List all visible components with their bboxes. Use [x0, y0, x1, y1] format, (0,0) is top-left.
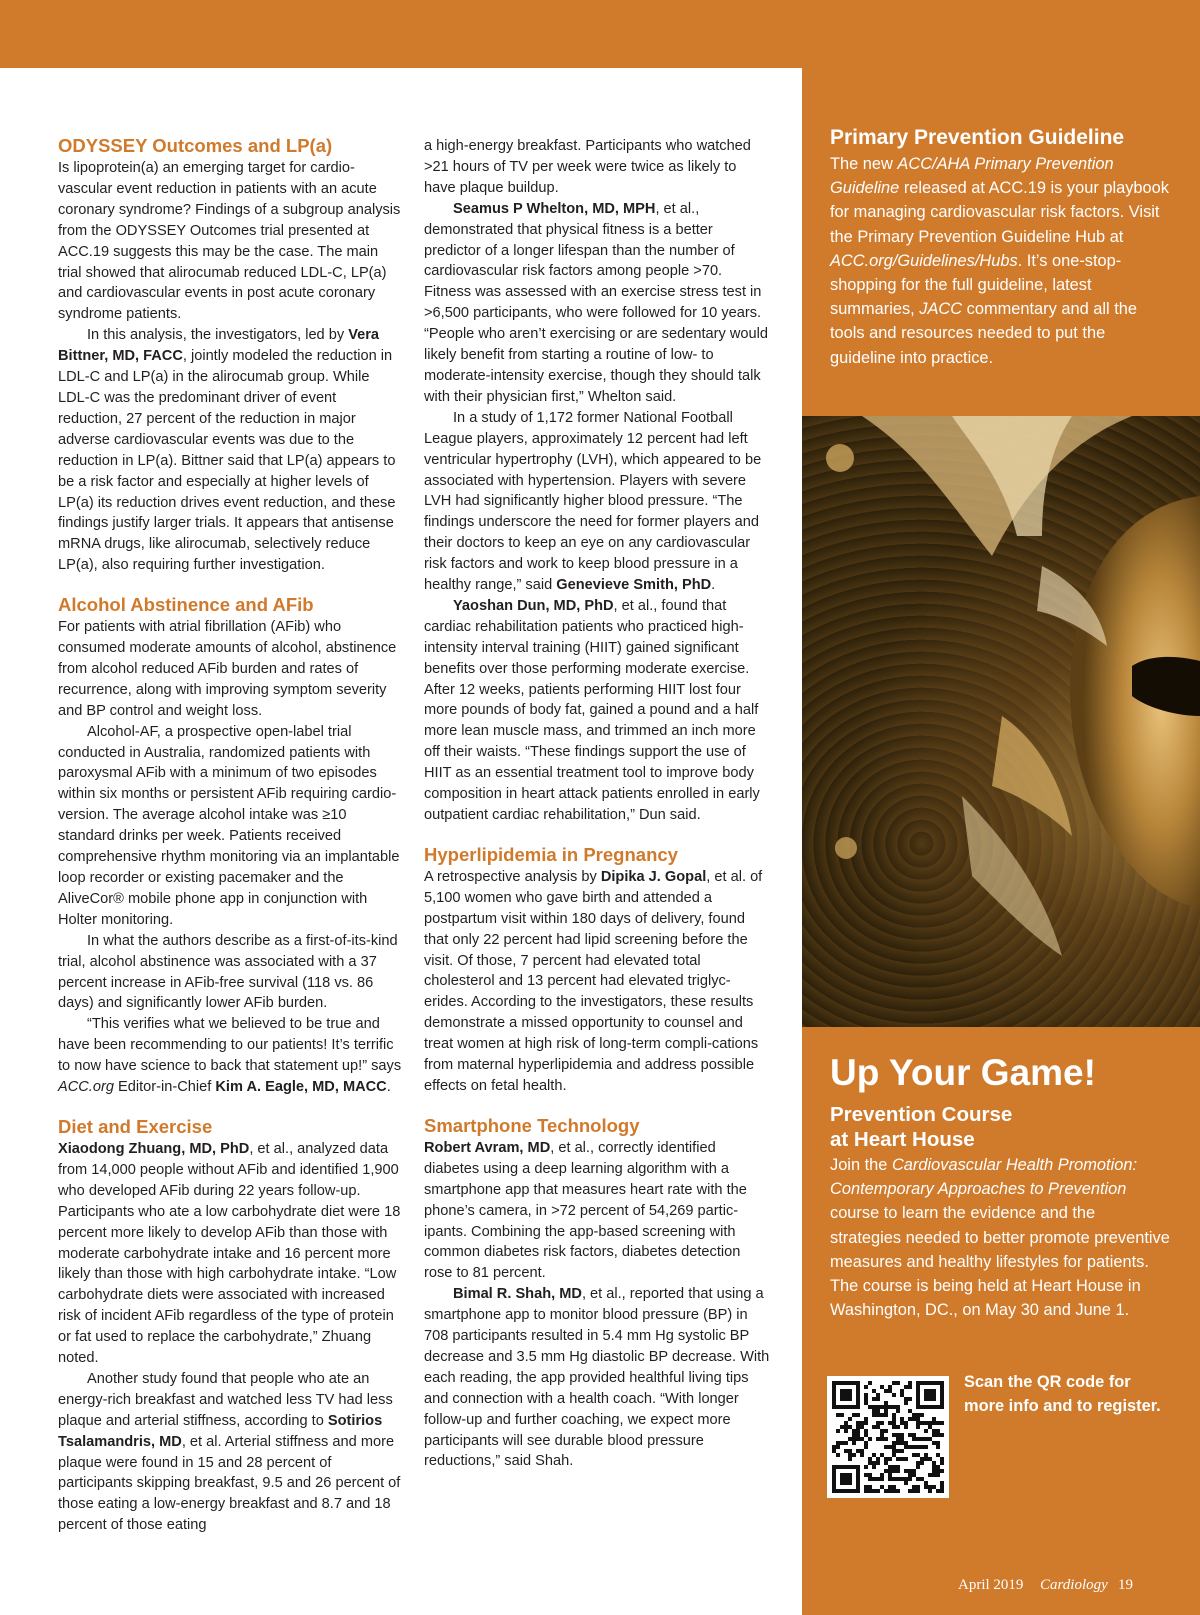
top-color-band — [0, 0, 1200, 68]
guideline-hub-link[interactable]: ACC.org/Guidelines/Hubs — [830, 251, 1018, 270]
paragraph: Alcohol-AF, a prospective open-label trial conducted in Australia, randomized patients with paroxysmal AFib with a minimum of two episodes within six months or persistent AFib requiring cardio-version. The average alcohol intake was ≥10 standard drinks per week. Patients received comprehensive rhythm monitoring via an implantable loop recorder or existing pacemaker and the AliveCor® mobile phone app in conjunction with Holter monitoring. — [58, 723, 400, 928]
primary-prevention-body: The new ACC/AHA Primary Prevention Guideline released at ACC.19 is your playbook for managing cardiovascular risk factors. Visit the Primary Prevention Guideline Hub at ACC.org/Guidelines/Hubs. It’s one-stop-shopping for the full guideline, latest summaries, JACC commentary and all the tools and resources needed to put the guideline into practice. — [830, 155, 1169, 367]
heading-odyssey: ODYSSEY Outcomes and LP(a) — [58, 135, 333, 156]
author-name: Seamus P Whelton, MD, MPH — [453, 200, 656, 217]
magazine-name: Cardiology — [1040, 1577, 1108, 1593]
paragraph: Robert Avram, MD, et al., correctly identified diabetes using a deep learning algorithm with a smartphone app that measures heart rate with the phone’s camera, in >72 percent of 54,269 partic-ipants. Combining the app-based screening with common diabetes risk factors, diabetes detection rose to 81 percent. — [424, 1139, 747, 1282]
author-name: Genevieve Smith, PhD — [556, 577, 712, 594]
heading-diet: Diet and Exercise — [58, 1115, 213, 1137]
author-name: Bimal R. Shah, MD — [453, 1286, 582, 1303]
qr-instruction-text: Scan the QR code for more info and to register. — [964, 1373, 1161, 1416]
paragraph: Bimal R. Shah, MD, et al., reported that using a smartphone app to monitor blood pressure (BP) in 708 participants resulted in 5.4 mm Hg systolic BP decrease and 3.5 mm Hg diastolic BP decrease. With each reading, the app provided healthful living tips and connection with a health coach. “With longer follow-up and further coaching, we expect more participants will see durable blood pressure reductions,” said Shah. — [424, 1286, 770, 1470]
page-number: 19 — [1118, 1577, 1133, 1593]
author-name: Robert Avram, MD — [424, 1139, 551, 1156]
paragraph: For patients with atrial fibrillation (AFib) who consumed moderate amounts of alcohol, abstinence from alcohol reduced AFib burden and rates of recurrence, along with improving symptom severity and BP control and weight loss. — [58, 619, 397, 719]
heading-smartphone: Smartphone Technology — [424, 1114, 640, 1136]
author-name: Xiaodong Zhuang, MD, PhD — [58, 1140, 250, 1157]
heading-hyperlipidemia: Hyperlipidemia in Pregnancy — [424, 843, 678, 865]
paragraph: Xiaodong Zhuang, MD, PhD, et al., analyzed data from 14,000 people without AFib and identified 1,900 who developed AFib during 22 years follow-up. Participants who ate a low carbohydrate diet were 18 percent more likely to develop AFib than those with moderate carbohydrate intake and 16 percent more likely than those with high carbohydrate intake. “Low carbohydrate diets were associated with increased risk of incident AFib regardless of the type of protein or fat used to replace the carbohydrate,” Zhuang noted. — [58, 1140, 401, 1367]
author-name: Yaoshan Dun, MD, PhD — [453, 597, 614, 614]
issue-date: April 2019 — [958, 1577, 1024, 1593]
prevention-course-subtitle: Prevention Course at Heart House — [830, 1103, 1013, 1151]
author-name: Vera Bittner, MD, FACC — [58, 327, 380, 365]
up-your-game-title: Up Your Game! — [830, 1052, 1096, 1093]
article-column-1 — [58, 134, 404, 1536]
paragraph: Is lipoprotein(a) an emerging target for cardio-vascular event reduction in patients with an acute coronary syndrome? Findings of a subgroup analysis from the ODYSSEY Outcomes trial presented at ACC.19 suggests this may be the case. The main trial showed that alirocumab reduced LDL-C, LP(a) and cardiovascular events in post acute coronary syndrome patients. — [58, 160, 401, 323]
paragraph: In this analysis, the investigators, led by Vera Bittner, MD, FACC, jointly modeled the reduction in LDL-C and LP(a) in the alirocumab group. While LDL-C was the predominant driver of event reduction, 27 percent of the reduction in major adverse cardiovascular events was due to the reduction in LP(a). Bittner said that LP(a) appears to be a risk factor and especially at higher levels of LP(a) its reduction drives event reduction, and these findings justify larger trials. It appears that antisense mRNA drugs, like alirocumab, selectively reduce LP(a), also requiring further investigation. — [58, 327, 396, 574]
qr-code-graphic — [832, 1381, 944, 1493]
prevention-course-body: Join the Cardiovascular Health Promotion: Contemporary Approaches to Prevention course to learn the evidence and the strategies needed to better promote preventive measures and healthy lifestyles for patients. The course is being held at Heart House in Washington, DC., on May 30 and June 1. — [830, 1156, 1170, 1320]
paragraph: A retrospective analysis by Dipika J. Gopal, et al. of 5,100 women who gave birth and attended a postpartum visit within 180 days of delivery, found that only 22 percent had lipid screening before the visit. Of those, 7 percent had elevated total cholesterol and 13 percent had elevated triglyc-erides. According to the investigators, these results demonstrate a missed opportunity to counsel and treat women at high risk of long-term compli-cations from maternal hyperlipidemia and address possible effects on fetal health. — [424, 868, 763, 1094]
author-name: Kim A. Eagle, MD, MACC — [215, 1079, 387, 1096]
paragraph: Seamus P Whelton, MD, MPH, et al., demonstrated that physical fitness is a better predictor of a longer lifespan than the number of cardiovascular risk factors among people >70. Fitness was assessed with an exercise stress test in >6,500 participants, who were followed for 10 years. “People who aren’t exercising or are sedentary would likely benefit from starting a routine of low- to moderate-intensity exercise, though they should talk with their physician first,” Whelton said. — [424, 200, 768, 405]
paragraph: In a study of 1,172 former National Football League players, approximately 12 percent had left ventricular hypertrophy (LVH), which appeared to be associated with hypertension. Players with severe LVH had significantly higher blood pressure. “The findings underscore the need for former players and their doctors to keep an eye on any cardiovascular risk factors and work to keep blood pressure in a healthy range,” said Genevieve Smith, PhD. — [424, 409, 762, 594]
paragraph: Yaoshan Dun, MD, PhD, et al., found that cardiac rehabilitation patients who practiced high-intensity interval training (HIIT) gained significant benefits over those performing moderate exercise. After 12 weeks, patients performing HIIT lost four more pounds of body fat, gained a pound and a half more lean muscle mass, and trimmed an inch more off their waists. “These findings support the use of HIIT as an essential treatment tool to improve body composition in heart attack patients enrolled in early outpatient cardiac rehabilitation,” Dun said. — [424, 597, 760, 823]
paragraph: In what the authors describe as a first-of-its-kind trial, alcohol abstinence was associated with a 37 percent increase in AFib-free survival (118 vs. 86 days) and significantly lower AFib burden. — [58, 932, 398, 1012]
author-name: Dipika J. Gopal — [600, 868, 707, 885]
author-name: Sotirios Tsalamandris, MD — [58, 1412, 383, 1450]
masquerade-mask-image — [802, 416, 1200, 1027]
paragraph: Another study found that people who ate an energy-rich breakfast and watched less TV had less plaque and arterial stiffness, according to Sotirios Tsalamandris, MD, et al. Arterial stiffness and more plaque were found in 15 and 28 percent of participants skipping breakfast, 9.5 and 26 percent of those eating a low-energy breakfast and 8.7 and 18 percent of those eating — [58, 1370, 401, 1534]
article-column-2 — [424, 136, 770, 1472]
heading-alcohol: Alcohol Abstinence and AFib — [58, 594, 314, 616]
mask-illustration — [802, 416, 1200, 1027]
paragraph: a high-energy breakfast. Participants who watched >21 hours of TV per week were twice as likely to have plaque buildup. — [424, 138, 751, 196]
qr-code[interactable] — [827, 1376, 949, 1498]
paragraph: “This verifies what we believed to be true and have been recommending to our patients! It’s terrific to now have science to back that statement up!” says ACC.org Editor-in-Chief Kim A. Eagle, MD, MACC. — [58, 1016, 402, 1096]
primary-prevention-title: Primary Prevention Guideline — [830, 126, 1125, 149]
